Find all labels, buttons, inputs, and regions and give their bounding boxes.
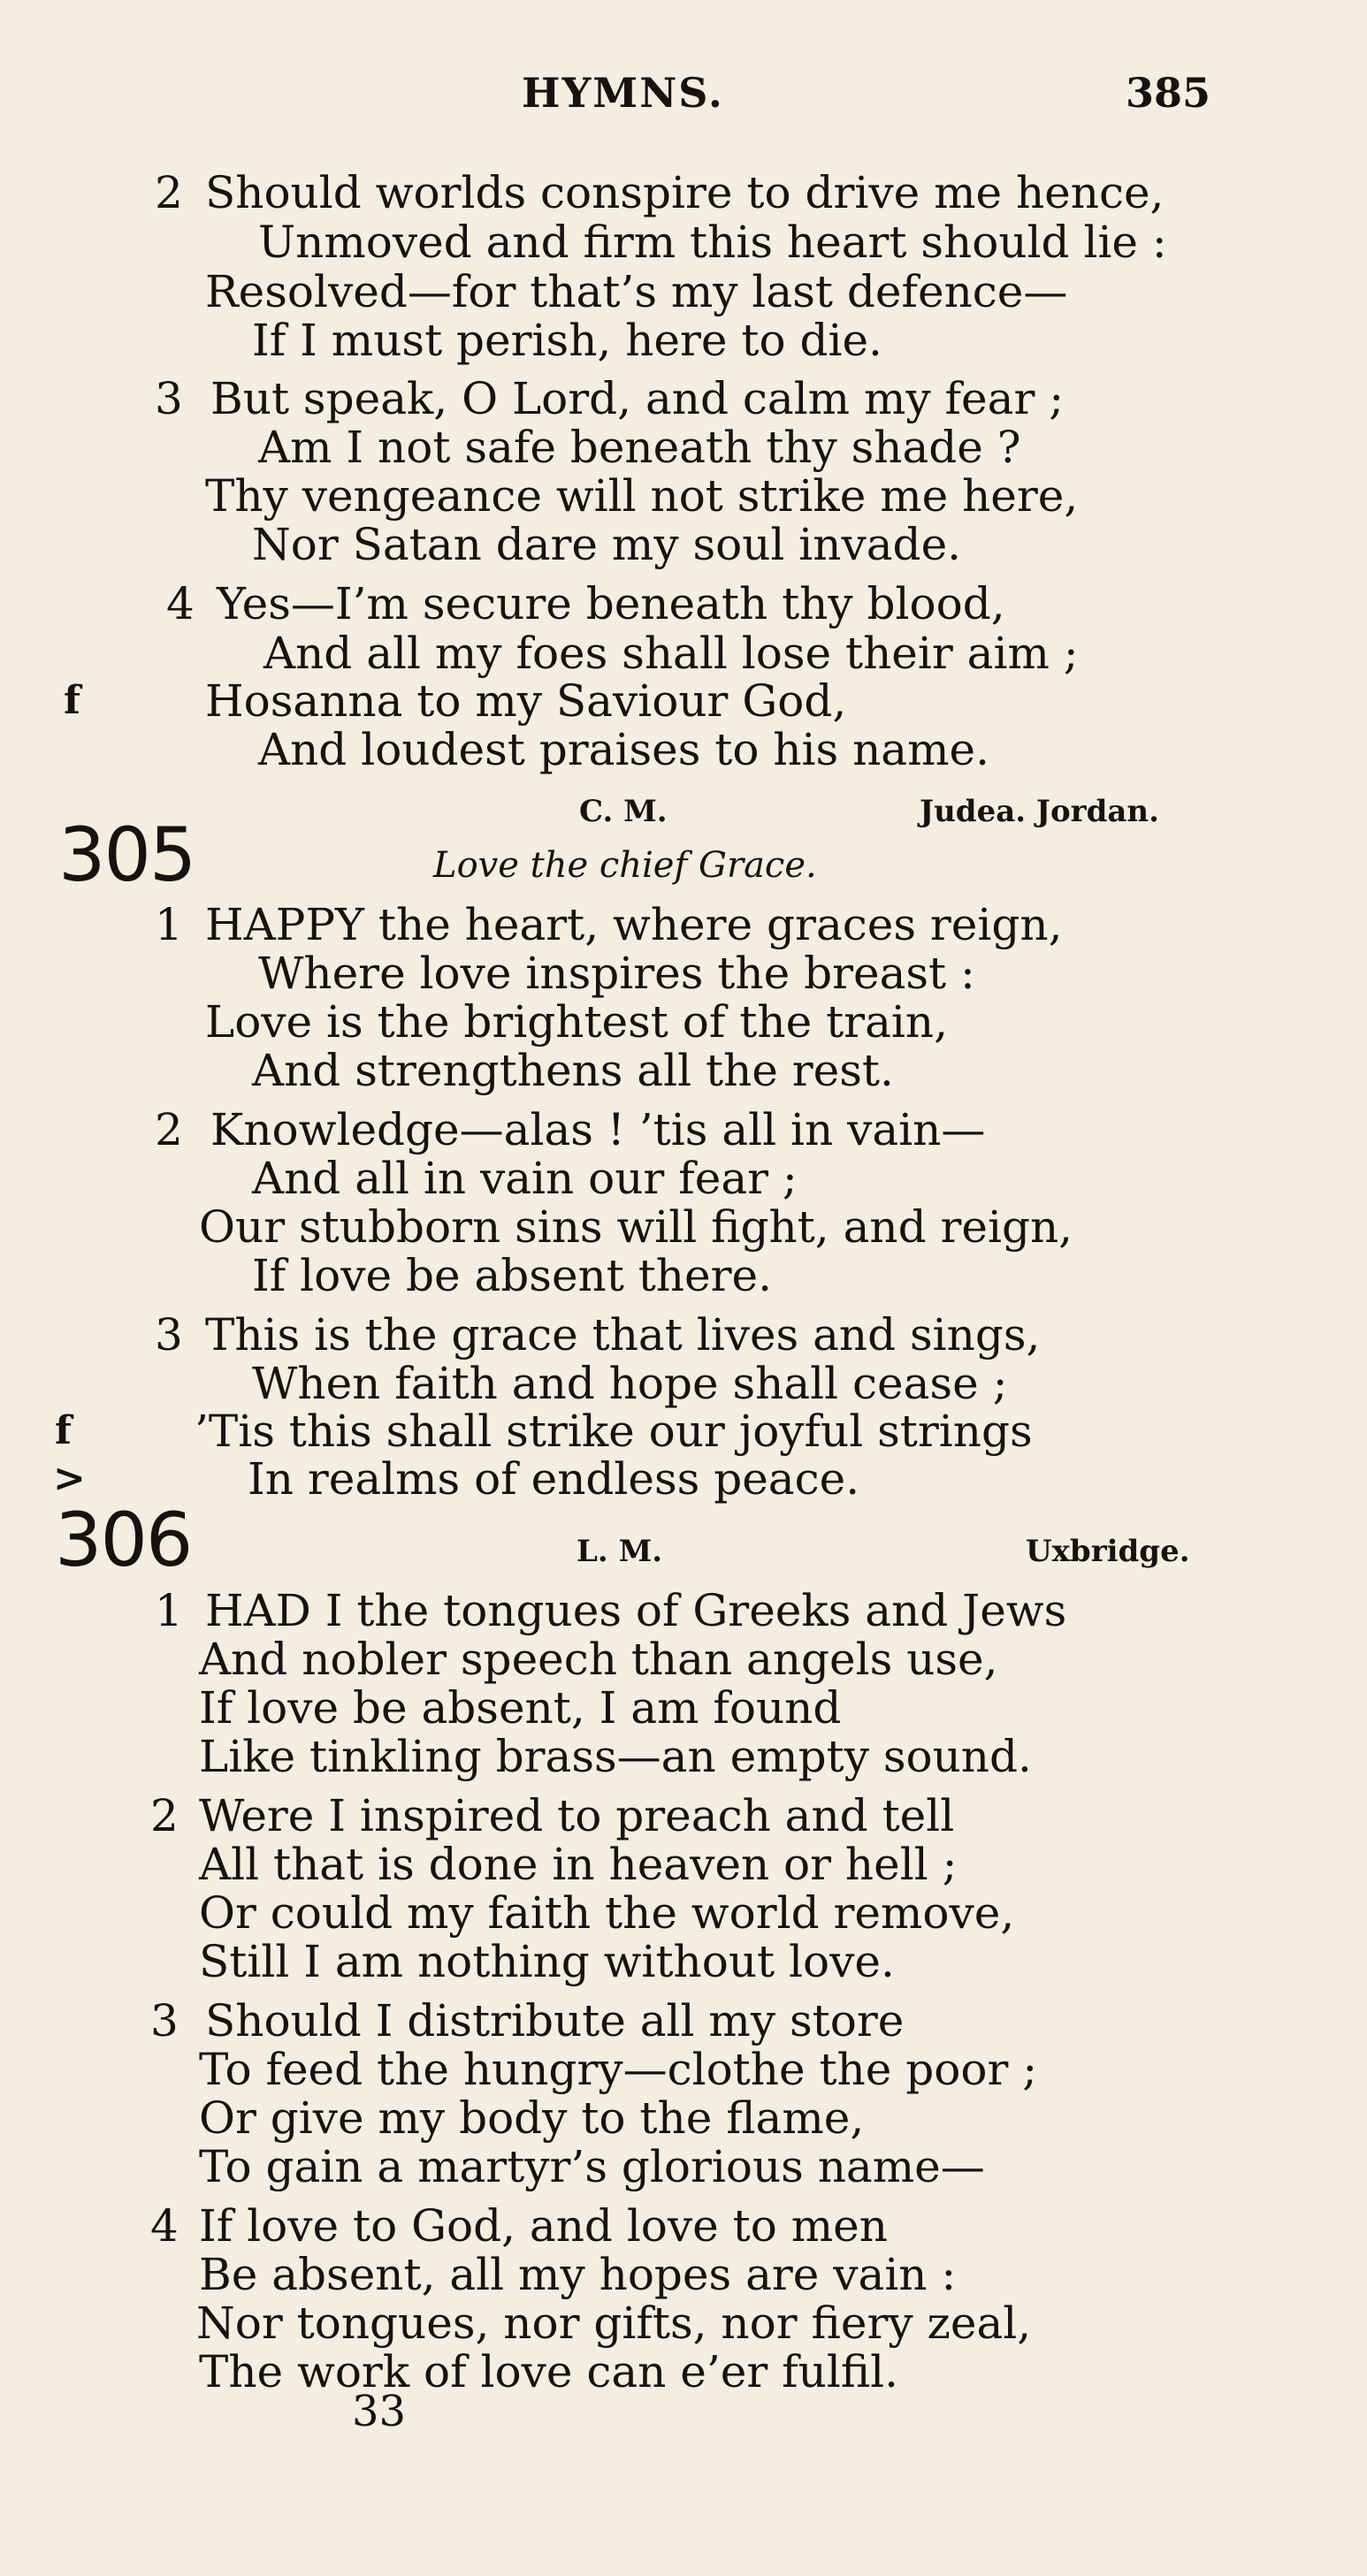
hymn-subtitle: Love the chief Grace. (433, 845, 817, 886)
verse-line: And nobler speech than angels use, (199, 1634, 998, 1685)
verse-line: This is the grace that lives and sings, (205, 1309, 1041, 1360)
page-header (0, 69, 1367, 131)
verse-line: Be absent, all my hopes are vain : (199, 2249, 957, 2300)
verse-line: All that is done in heaven or hell ; (199, 1839, 958, 1890)
forte-mark: f (55, 1408, 72, 1453)
verse-line: And all my foes shall lose their aim ; (263, 628, 1079, 679)
verse-number: 1 (155, 1585, 183, 1636)
hymn-number: 306 (55, 1497, 192, 1583)
verse-number: 3 (155, 1309, 183, 1360)
verse-line: To gain a martyr’s glorious name— (199, 2141, 985, 2192)
verse-line: But speak, O Lord, and calm my fear ; (210, 373, 1065, 424)
running-title: HYMNS. (522, 69, 724, 117)
verse-line: Or could my faith the world remove, (199, 1887, 1015, 1939)
verse-number: 4 (150, 2200, 179, 2252)
verse-line: If love be absent there. (252, 1250, 772, 1301)
hymn-number: 305 (58, 812, 195, 898)
verse-line: Still I am nothing without love. (199, 1936, 895, 1987)
verse-line: When faith and hope shall cease ; (252, 1358, 1008, 1409)
forte-mark: f (64, 678, 80, 723)
verse-line: And all in vain our fear ; (252, 1153, 798, 1204)
hymn-tunes: Judea. Jordan. (920, 794, 1159, 829)
signature-mark: 33 (352, 2387, 407, 2436)
verse-line: Should I distribute all my store (205, 1995, 905, 2046)
verse-line: Unmoved and firm this heart should lie : (258, 217, 1167, 268)
verse-line: Love is the brightest of the train, (205, 996, 948, 1048)
verse-line: Or give my body to the flame, (199, 2092, 865, 2144)
verse-line: Resolved—for that’s my last defence— (205, 266, 1068, 317)
verse-number: 4 (166, 578, 195, 629)
hymn-meter: C. M. (579, 794, 668, 829)
verse-line: If love be absent, I am found (199, 1682, 842, 1734)
verse-line: Thy vengeance will not strike me here, (205, 470, 1079, 522)
verse-line: Our stubborn sins will fight, and reign, (199, 1201, 1073, 1253)
verse-line: HAD I the tongues of Greeks and Jews (205, 1585, 1067, 1636)
verse-line: If I must perish, here to die. (252, 315, 882, 366)
verse-line: Where love inspires the breast : (258, 948, 975, 999)
hymn-meter: L. M. (577, 1534, 663, 1569)
verse-line: In realms of endless peace. (248, 1453, 860, 1505)
verse-number: 2 (155, 1104, 183, 1155)
verse-line: Am I not safe beneath thy shade ? (258, 422, 1021, 473)
page-number: 385 (1126, 69, 1211, 117)
verse-line: And loudest praises to his name. (258, 724, 990, 775)
verse-line: Knowledge—alas ! ’tis all in vain— (210, 1104, 986, 1155)
verse-number: 3 (155, 373, 183, 424)
verse-line: Were I inspired to preach and tell (199, 1790, 955, 1841)
verse-line: Nor tongues, nor gifts, nor fiery zeal, (196, 2298, 1032, 2349)
verse-line: Nor Satan dare my soul invade. (252, 519, 962, 570)
verse-number: 1 (155, 899, 183, 950)
verse-line: Like tinkling brass—an empty sound. (199, 1731, 1032, 1782)
verse-line: And strengthens all the rest. (252, 1045, 894, 1096)
verse-number: 3 (150, 1995, 179, 2046)
verse-number: 2 (155, 167, 183, 218)
diminuendo-mark: > (53, 1456, 86, 1501)
verse-line: HAPPY the heart, where graces reign, (205, 899, 1063, 950)
hymn-tune: Uxbridge. (1026, 1534, 1190, 1569)
verse-line: Hosanna to my Saviour God, (205, 675, 847, 727)
verse-line: Yes—I’m secure beneath thy blood, (217, 578, 1005, 629)
verse-line: ’Tis this shall strike our joyful strings (195, 1406, 1033, 1457)
verse-line: To feed the hungry—clothe the poor ; (199, 2044, 1038, 2095)
verse-line: If love to God, and love to men (199, 2200, 888, 2252)
verse-number: 2 (150, 1790, 179, 1841)
verse-line: Should worlds conspire to drive me hence, (205, 167, 1165, 218)
verse-line: The work of love can e’er fulfil. (199, 2346, 899, 2397)
